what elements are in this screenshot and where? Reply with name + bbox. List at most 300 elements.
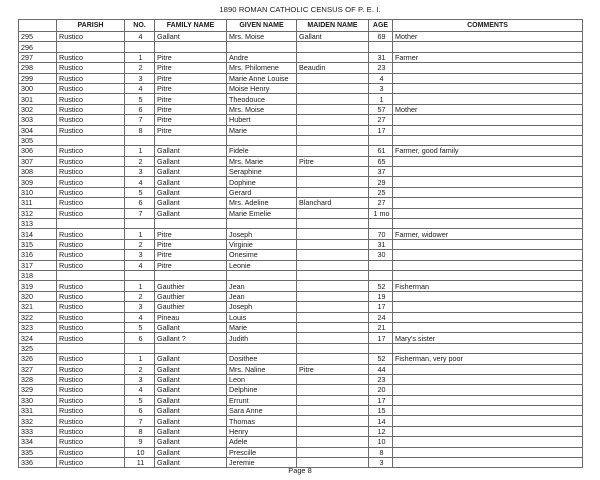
given-name-cell: Jean xyxy=(227,291,297,301)
no-cell: 4 xyxy=(125,260,155,270)
parish-cell: Rustico xyxy=(57,302,125,312)
comments-cell: Mary's sister xyxy=(393,333,583,343)
given-name-cell: Mrs. Naline xyxy=(227,364,297,374)
age-cell: 57 xyxy=(369,104,393,114)
parish-cell: Rustico xyxy=(57,239,125,249)
comments-cell: Mother xyxy=(393,104,583,114)
age-cell: 52 xyxy=(369,281,393,291)
row-number-cell: 318 xyxy=(19,270,57,280)
maiden-name-cell xyxy=(297,395,369,405)
no-cell: 6 xyxy=(125,104,155,114)
parish-cell: Rustico xyxy=(57,395,125,405)
no-cell: 4 xyxy=(125,177,155,187)
family-name-cell: Gallant xyxy=(155,187,227,197)
age-cell: 1 xyxy=(369,94,393,104)
parish-cell: Rustico xyxy=(57,229,125,239)
given-name-cell: Mrs. Adeline xyxy=(227,198,297,208)
given-name-cell: Hubert xyxy=(227,115,297,125)
table-row xyxy=(19,83,583,93)
table-row xyxy=(19,239,583,249)
row-number-cell: 315 xyxy=(19,239,57,249)
row-number-cell: 319 xyxy=(19,281,57,291)
parish-cell: Rustico xyxy=(57,447,125,457)
row-number-cell: 330 xyxy=(19,395,57,405)
comments-cell xyxy=(393,312,583,322)
parish-cell: Rustico xyxy=(57,250,125,260)
table-row xyxy=(19,146,583,156)
maiden-name-cell xyxy=(297,83,369,93)
no-cell: 1 xyxy=(125,229,155,239)
no-cell: 6 xyxy=(125,406,155,416)
age-cell: 3 xyxy=(369,458,393,468)
parish-cell: Rustico xyxy=(57,177,125,187)
given-name-cell: Errunt xyxy=(227,395,297,405)
row-number-cell: 312 xyxy=(19,208,57,218)
row-number-cell: 313 xyxy=(19,219,57,229)
no-cell: 1 xyxy=(125,146,155,156)
age-cell: 17 xyxy=(369,302,393,312)
comments-cell xyxy=(393,447,583,457)
table-row xyxy=(19,177,583,187)
row-number-cell: 332 xyxy=(19,416,57,426)
no-cell: 5 xyxy=(125,395,155,405)
given-name-cell: Onesime xyxy=(227,250,297,260)
age-cell: 31 xyxy=(369,52,393,62)
comments-cell xyxy=(393,156,583,166)
comments-cell xyxy=(393,385,583,395)
given-name-cell: Leon xyxy=(227,374,297,384)
given-name-cell: Louis xyxy=(227,312,297,322)
family-name-cell: Pitre xyxy=(155,63,227,73)
family-name-cell: Pitre xyxy=(155,260,227,270)
maiden-name-cell xyxy=(297,167,369,177)
family-name-cell: Pitre xyxy=(155,250,227,260)
parish-cell: Rustico xyxy=(57,146,125,156)
row-number-cell: 323 xyxy=(19,322,57,332)
comments-cell xyxy=(393,364,583,374)
no-cell: 4 xyxy=(125,385,155,395)
row-number-cell: 320 xyxy=(19,291,57,301)
table-row xyxy=(19,198,583,208)
age-cell: 23 xyxy=(369,63,393,73)
age-cell: 1 mo xyxy=(369,208,393,218)
row-number-cell: 304 xyxy=(19,125,57,135)
maiden-name-cell xyxy=(297,239,369,249)
row-number-cell: 295 xyxy=(19,32,57,42)
given-name-cell: Andre xyxy=(227,52,297,62)
age-cell: 21 xyxy=(369,322,393,332)
parish-cell xyxy=(57,219,125,229)
age-cell: 37 xyxy=(369,167,393,177)
comments-cell xyxy=(393,260,583,270)
given-name-cell: Delphine xyxy=(227,385,297,395)
maiden-name-cell xyxy=(297,416,369,426)
maiden-name-cell xyxy=(297,52,369,62)
family-name-cell: Gallant xyxy=(155,458,227,468)
row-number-cell: 333 xyxy=(19,426,57,436)
comments-cell: Farmer xyxy=(393,52,583,62)
maiden-name-cell xyxy=(297,115,369,125)
no-cell: 3 xyxy=(125,73,155,83)
age-cell: 31 xyxy=(369,239,393,249)
no-cell: 8 xyxy=(125,125,155,135)
parish-cell: Rustico xyxy=(57,198,125,208)
given-name-cell xyxy=(227,343,297,353)
given-name-cell: Marie Emelie xyxy=(227,208,297,218)
table-row xyxy=(19,437,583,447)
no-cell xyxy=(125,270,155,280)
row-number-cell: 300 xyxy=(19,83,57,93)
row-number-cell: 317 xyxy=(19,260,57,270)
column-header-maiden-name: MAIDEN NAME xyxy=(297,20,369,32)
table-row xyxy=(19,260,583,270)
row-number-cell: 321 xyxy=(19,302,57,312)
age-cell: 19 xyxy=(369,291,393,301)
table-row xyxy=(19,125,583,135)
given-name-cell: Marie Anne Louise xyxy=(227,73,297,83)
row-number-cell: 335 xyxy=(19,447,57,457)
row-number-cell: 307 xyxy=(19,156,57,166)
table-row xyxy=(19,406,583,416)
maiden-name-cell xyxy=(297,281,369,291)
comments-cell xyxy=(393,125,583,135)
family-name-cell xyxy=(155,135,227,145)
age-cell xyxy=(369,270,393,280)
family-name-cell: Gallant xyxy=(155,32,227,42)
no-cell: 1 xyxy=(125,354,155,364)
table-row xyxy=(19,229,583,239)
table-row xyxy=(19,42,583,52)
comments-cell xyxy=(393,167,583,177)
parish-cell: Rustico xyxy=(57,333,125,343)
given-name-cell: Fidele xyxy=(227,146,297,156)
age-cell: 65 xyxy=(369,156,393,166)
maiden-name-cell: Pitre xyxy=(297,156,369,166)
comments-cell xyxy=(393,302,583,312)
age-cell: 44 xyxy=(369,364,393,374)
table-row xyxy=(19,426,583,436)
family-name-cell: Gallant xyxy=(155,416,227,426)
parish-cell: Rustico xyxy=(57,426,125,436)
age-cell: 20 xyxy=(369,385,393,395)
table-row xyxy=(19,281,583,291)
no-cell: 1 xyxy=(125,281,155,291)
row-number-cell: 309 xyxy=(19,177,57,187)
comments-cell xyxy=(393,406,583,416)
age-cell: 52 xyxy=(369,354,393,364)
table-row xyxy=(19,312,583,322)
age-cell: 10 xyxy=(369,437,393,447)
age-cell: 23 xyxy=(369,374,393,384)
comments-cell xyxy=(393,208,583,218)
comments-cell xyxy=(393,198,583,208)
given-name-cell: Jeremie xyxy=(227,458,297,468)
family-name-cell: Gallant xyxy=(155,146,227,156)
comments-cell xyxy=(393,374,583,384)
family-name-cell: Gauthier xyxy=(155,302,227,312)
header-row xyxy=(19,20,583,32)
given-name-cell xyxy=(227,219,297,229)
page-title: 1890 ROMAN CATHOLIC CENSUS OF P. E. I. xyxy=(219,5,381,14)
given-name-cell: Joseph xyxy=(227,229,297,239)
age-cell xyxy=(369,42,393,52)
family-name-cell: Pitre xyxy=(155,94,227,104)
comments-cell: Fisherman, very poor xyxy=(393,354,583,364)
comments-cell: Farmer, widower xyxy=(393,229,583,239)
maiden-name-cell xyxy=(297,385,369,395)
parish-cell: Rustico xyxy=(57,73,125,83)
table-row xyxy=(19,447,583,457)
row-number-cell: 326 xyxy=(19,354,57,364)
maiden-name-cell xyxy=(297,94,369,104)
given-name-cell: Joseph xyxy=(227,302,297,312)
maiden-name-cell: Pitre xyxy=(297,364,369,374)
age-cell: 27 xyxy=(369,115,393,125)
family-name-cell: Pitre xyxy=(155,239,227,249)
no-cell: 7 xyxy=(125,115,155,125)
maiden-name-cell xyxy=(297,354,369,364)
table-row xyxy=(19,52,583,62)
age-cell: 14 xyxy=(369,416,393,426)
no-cell: 11 xyxy=(125,458,155,468)
maiden-name-cell xyxy=(297,219,369,229)
given-name-cell: Dosithee xyxy=(227,354,297,364)
table-row xyxy=(19,343,583,353)
maiden-name-cell: Beaudin xyxy=(297,63,369,73)
table-row xyxy=(19,208,583,218)
no-cell: 3 xyxy=(125,250,155,260)
comments-cell xyxy=(393,187,583,197)
comments-cell xyxy=(393,73,583,83)
row-number-cell: 329 xyxy=(19,385,57,395)
comments-cell: Fisherman xyxy=(393,281,583,291)
given-name-cell: Adele xyxy=(227,437,297,447)
no-cell: 5 xyxy=(125,94,155,104)
family-name-cell: Pitre xyxy=(155,73,227,83)
family-name-cell: Gallant xyxy=(155,385,227,395)
family-name-cell: Gallant xyxy=(155,177,227,187)
table-row xyxy=(19,115,583,125)
parish-cell: Rustico xyxy=(57,104,125,114)
age-cell: 70 xyxy=(369,229,393,239)
given-name-cell: Sara Anne xyxy=(227,406,297,416)
comments-cell: Mother xyxy=(393,32,583,42)
given-name-cell: Marie xyxy=(227,125,297,135)
parish-cell: Rustico xyxy=(57,406,125,416)
no-cell: 2 xyxy=(125,364,155,374)
family-name-cell: Gallant xyxy=(155,426,227,436)
parish-cell: Rustico xyxy=(57,94,125,104)
family-name-cell: Pitre xyxy=(155,104,227,114)
no-cell: 6 xyxy=(125,198,155,208)
no-cell: 3 xyxy=(125,374,155,384)
table-row xyxy=(19,322,583,332)
table-row xyxy=(19,364,583,374)
no-cell: 4 xyxy=(125,32,155,42)
parish-cell: Rustico xyxy=(57,125,125,135)
given-name-cell: Mrs. Philomene xyxy=(227,63,297,73)
comments-cell xyxy=(393,42,583,52)
family-name-cell: Gallant xyxy=(155,374,227,384)
census-table xyxy=(18,19,583,468)
row-number-cell: 303 xyxy=(19,115,57,125)
family-name-cell: Gallant xyxy=(155,447,227,457)
column-header-family-name: FAMILY NAME xyxy=(155,20,227,32)
given-name-cell: Prescille xyxy=(227,447,297,457)
comments-cell xyxy=(393,395,583,405)
maiden-name-cell xyxy=(297,322,369,332)
maiden-name-cell xyxy=(297,187,369,197)
maiden-name-cell xyxy=(297,146,369,156)
comments-cell xyxy=(393,63,583,73)
parish-cell: Rustico xyxy=(57,281,125,291)
given-name-cell: Leonie xyxy=(227,260,297,270)
maiden-name-cell xyxy=(297,447,369,457)
no-cell: 3 xyxy=(125,302,155,312)
table-row xyxy=(19,32,583,42)
parish-cell: Rustico xyxy=(57,458,125,468)
table-row xyxy=(19,270,583,280)
row-number-cell: 308 xyxy=(19,167,57,177)
row-number-cell: 301 xyxy=(19,94,57,104)
table-row xyxy=(19,219,583,229)
comments-cell xyxy=(393,343,583,353)
parish-cell: Rustico xyxy=(57,156,125,166)
parish-cell: Rustico xyxy=(57,416,125,426)
age-cell: 24 xyxy=(369,312,393,322)
maiden-name-cell: Blanchard xyxy=(297,198,369,208)
maiden-name-cell xyxy=(297,125,369,135)
given-name-cell: Henry xyxy=(227,426,297,436)
parish-cell: Rustico xyxy=(57,312,125,322)
age-cell xyxy=(369,219,393,229)
parish-cell: Rustico xyxy=(57,385,125,395)
parish-cell xyxy=(57,42,125,52)
table-row xyxy=(19,354,583,364)
age-cell: 27 xyxy=(369,198,393,208)
no-cell: 8 xyxy=(125,426,155,436)
given-name-cell: Theodouce xyxy=(227,94,297,104)
table-row xyxy=(19,416,583,426)
row-number-cell: 322 xyxy=(19,312,57,322)
parish-cell: Rustico xyxy=(57,322,125,332)
parish-cell xyxy=(57,135,125,145)
table-row xyxy=(19,333,583,343)
comments-cell xyxy=(393,219,583,229)
table-row xyxy=(19,302,583,312)
given-name-cell xyxy=(227,270,297,280)
row-number-cell: 302 xyxy=(19,104,57,114)
comments-cell xyxy=(393,291,583,301)
row-number-cell: 297 xyxy=(19,52,57,62)
family-name-cell: Gauthier xyxy=(155,291,227,301)
given-name-cell: Mrs. Moise xyxy=(227,104,297,114)
no-cell: 5 xyxy=(125,322,155,332)
maiden-name-cell xyxy=(297,229,369,239)
given-name-cell: Mrs. Moise xyxy=(227,32,297,42)
maiden-name-cell xyxy=(297,104,369,114)
row-number-cell: 327 xyxy=(19,364,57,374)
column-header-comments: COMMENTS xyxy=(393,20,583,32)
given-name-cell: Virginie xyxy=(227,239,297,249)
family-name-cell xyxy=(155,343,227,353)
row-number-cell: 324 xyxy=(19,333,57,343)
comments-cell xyxy=(393,239,583,249)
maiden-name-cell xyxy=(297,208,369,218)
given-name-cell: Gerard xyxy=(227,187,297,197)
comments-cell: Farmer, good family xyxy=(393,146,583,156)
parish-cell: Rustico xyxy=(57,83,125,93)
no-cell: 4 xyxy=(125,312,155,322)
age-cell: 17 xyxy=(369,333,393,343)
family-name-cell: Pitre xyxy=(155,83,227,93)
table-row xyxy=(19,395,583,405)
parish-cell: Rustico xyxy=(57,354,125,364)
maiden-name-cell xyxy=(297,270,369,280)
family-name-cell: Gallant xyxy=(155,395,227,405)
parish-cell xyxy=(57,270,125,280)
comments-cell xyxy=(393,94,583,104)
no-cell: 2 xyxy=(125,291,155,301)
table-row xyxy=(19,156,583,166)
maiden-name-cell xyxy=(297,437,369,447)
no-cell: 7 xyxy=(125,208,155,218)
no-cell: 1 xyxy=(125,52,155,62)
row-number-cell: 306 xyxy=(19,146,57,156)
column-header-given-name: GIVEN NAME xyxy=(227,20,297,32)
maiden-name-cell xyxy=(297,291,369,301)
no-cell: 4 xyxy=(125,83,155,93)
row-number-cell: 311 xyxy=(19,198,57,208)
maiden-name-cell xyxy=(297,343,369,353)
maiden-name-cell xyxy=(297,73,369,83)
age-cell: 69 xyxy=(369,32,393,42)
given-name-cell: Judith xyxy=(227,333,297,343)
row-number-cell: 336 xyxy=(19,458,57,468)
table-row xyxy=(19,104,583,114)
family-name-cell: Gallant xyxy=(155,198,227,208)
row-number-cell: 296 xyxy=(19,42,57,52)
parish-cell: Rustico xyxy=(57,260,125,270)
comments-cell xyxy=(393,270,583,280)
family-name-cell: Gallant ? xyxy=(155,333,227,343)
row-number-cell: 314 xyxy=(19,229,57,239)
table-row xyxy=(19,94,583,104)
maiden-name-cell xyxy=(297,312,369,322)
family-name-cell: Gallant xyxy=(155,167,227,177)
family-name-cell: Gauthier xyxy=(155,281,227,291)
row-number-cell: 331 xyxy=(19,406,57,416)
column-header-parish: PARISH xyxy=(57,20,125,32)
age-cell xyxy=(369,343,393,353)
given-name-cell: Marie xyxy=(227,322,297,332)
age-cell: 25 xyxy=(369,187,393,197)
given-name-cell: Jean xyxy=(227,281,297,291)
parish-cell: Rustico xyxy=(57,208,125,218)
no-cell: 2 xyxy=(125,156,155,166)
parish-cell xyxy=(57,343,125,353)
age-cell: 8 xyxy=(369,447,393,457)
age-cell: 17 xyxy=(369,395,393,405)
table-row xyxy=(19,385,583,395)
given-name-cell xyxy=(227,42,297,52)
age-cell: 29 xyxy=(369,177,393,187)
given-name-cell xyxy=(227,135,297,145)
family-name-cell xyxy=(155,42,227,52)
no-cell: 5 xyxy=(125,187,155,197)
parish-cell: Rustico xyxy=(57,115,125,125)
column-header-age: AGE xyxy=(369,20,393,32)
